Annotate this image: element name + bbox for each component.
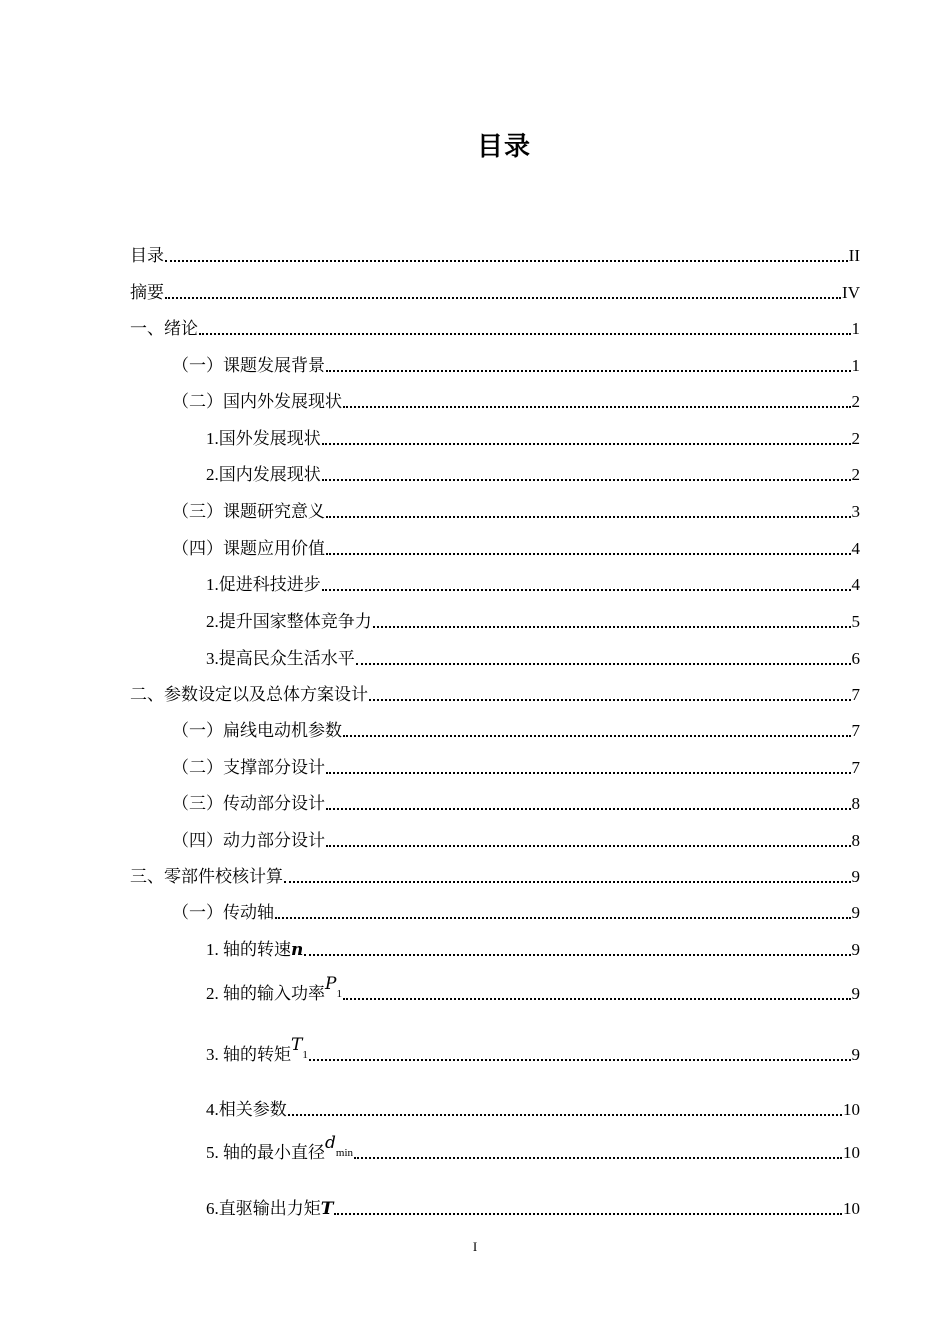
toc-entry[interactable]: [172, 754, 860, 778]
dot-leader: [309, 1059, 851, 1061]
toc-entry-label: （三）课题研究意义: [172, 502, 325, 521]
toc-entry-label: 2.提升国家整体竞争力: [206, 612, 372, 631]
toc-entry[interactable]: [206, 1096, 860, 1120]
dot-leader: [326, 516, 851, 518]
dot-leader: [326, 772, 851, 774]
toc-entry[interactable]: [206, 1133, 860, 1163]
toc-entry[interactable]: [206, 1035, 860, 1065]
toc-entry[interactable]: [130, 242, 860, 266]
toc-entry-page: 9: [851, 1045, 860, 1064]
toc-entry-label: 一、绪论: [130, 319, 198, 338]
toc-entry-label: （一）传动轴: [172, 903, 274, 922]
dot-leader: [354, 1157, 842, 1159]
dot-leader: [326, 370, 851, 372]
toc-entry-label: （二）支撑部分设计: [172, 758, 325, 777]
toc-entry-label: 4.相关参数: [206, 1100, 287, 1119]
toc-entry[interactable]: [130, 279, 860, 303]
toc-entry-page: 9: [851, 903, 860, 922]
toc-entry-page: 2: [851, 465, 860, 484]
toc-entry[interactable]: [172, 717, 860, 741]
toc-entry[interactable]: [130, 681, 860, 705]
toc-entry[interactable]: [172, 899, 860, 923]
toc-entry-label: 6.直驱输出力矩: [206, 1199, 321, 1218]
toc-entry[interactable]: [172, 352, 860, 376]
math-symbol: P: [325, 974, 337, 994]
dot-leader: [275, 917, 851, 919]
toc-entry-page: 10: [843, 1143, 860, 1162]
dot-leader: [165, 260, 848, 262]
toc-entry-page: 1: [851, 356, 860, 375]
toc-entry-label: 摘要: [130, 283, 164, 302]
toc-entry-label: （四）课题应用价值: [172, 539, 325, 558]
dot-leader: [284, 881, 851, 883]
toc-entry-page: 6: [851, 649, 860, 668]
dot-leader: [343, 735, 851, 737]
toc-entry[interactable]: [206, 425, 860, 449]
toc-entry-page: 9: [851, 984, 860, 1003]
toc-entry-label: （一）扁线电动机参数: [172, 721, 342, 740]
dot-leader: [165, 297, 841, 299]
math-subscript: 1: [336, 988, 342, 1000]
toc-entry[interactable]: [206, 974, 860, 1004]
toc-entry-page: 5: [851, 612, 860, 631]
dot-leader: [343, 406, 851, 408]
toc-entry-page: 4: [851, 575, 860, 594]
toc-entry-page: II: [848, 246, 860, 265]
toc-entry[interactable]: [172, 535, 860, 559]
toc-entry-page: 2: [851, 429, 860, 448]
toc-entry-label: 目录: [130, 246, 164, 265]
toc-entry-label: 1.促进科技进步: [206, 575, 321, 594]
math-symbol: T: [320, 1199, 334, 1219]
toc-entry-label: 5. 轴的最小直径: [206, 1143, 325, 1162]
page-number: I: [472, 1239, 478, 1254]
toc-entry-label: 1.国外发展现状: [206, 429, 321, 448]
dot-leader: [322, 479, 851, 481]
dot-leader: [326, 845, 851, 847]
toc-entry-page: 9: [851, 867, 860, 886]
toc-entry-page: 9: [851, 940, 860, 959]
dot-leader: [326, 808, 851, 810]
toc-entry-page: 3: [851, 502, 860, 521]
toc-entry-page: 2: [851, 392, 860, 411]
math-symbol: T: [291, 1035, 303, 1055]
math-symbol: n: [291, 940, 304, 960]
dot-leader: [304, 954, 850, 956]
toc-entry-page: 10: [843, 1100, 860, 1119]
toc-entry-page: 10: [843, 1199, 860, 1218]
toc-entry-page: 1: [851, 319, 860, 338]
dot-leader: [373, 626, 851, 628]
toc-entry-page: 7: [851, 721, 860, 740]
math-subscript: 1: [302, 1049, 308, 1061]
toc-entry[interactable]: [130, 315, 860, 339]
toc-entry-label: （二）国内外发展现状: [172, 392, 342, 411]
toc-entry-label: 二、参数设定以及总体方案设计: [130, 685, 368, 704]
dot-leader: [322, 443, 851, 445]
toc-entry-label: （三）传动部分设计: [172, 794, 325, 813]
toc-entry[interactable]: [172, 388, 860, 412]
toc-entry-label: （四）动力部分设计: [172, 831, 325, 850]
toc-entry-page: 7: [851, 685, 860, 704]
toc-entry-page: 4: [851, 539, 860, 558]
math-subscript: min: [335, 1147, 354, 1159]
toc-entry[interactable]: [206, 608, 860, 632]
toc-entry-page: 8: [851, 831, 860, 850]
toc-entry-label: 1. 轴的转速: [206, 940, 291, 959]
toc-entry-label: 3. 轴的转矩: [206, 1045, 291, 1064]
toc-entry[interactable]: [206, 936, 860, 960]
dot-leader: [369, 699, 851, 701]
toc-entry-label: 三、零部件校核计算: [130, 867, 283, 886]
toc-entry-label: 2.国内发展现状: [206, 465, 321, 484]
dot-leader: [356, 663, 851, 665]
toc-entry[interactable]: [206, 461, 860, 485]
page-title: 目录: [476, 132, 531, 162]
toc-entry-label: （一）课题发展背景: [172, 356, 325, 375]
dot-leader: [343, 998, 851, 1000]
toc-entry-page: IV: [842, 283, 860, 302]
dot-leader: [322, 589, 851, 591]
toc-entry[interactable]: [206, 645, 860, 669]
dot-leader: [288, 1114, 842, 1116]
toc-entry[interactable]: [130, 863, 860, 887]
toc-entry[interactable]: [206, 571, 860, 595]
toc-entry-label: 2. 轴的输入功率: [206, 984, 325, 1003]
math-symbol: d: [325, 1133, 336, 1153]
dot-leader: [199, 333, 851, 335]
dot-leader: [326, 553, 851, 555]
dot-leader: [334, 1213, 842, 1215]
toc-entry[interactable]: [172, 498, 860, 522]
toc-entry[interactable]: [172, 827, 860, 851]
toc-entry-label: 3.提高民众生活水平: [206, 649, 355, 668]
toc-entry[interactable]: [172, 790, 860, 814]
toc-entry-page: 8: [851, 794, 860, 813]
toc-entry-page: 7: [851, 758, 860, 777]
toc-entry[interactable]: [206, 1195, 860, 1219]
